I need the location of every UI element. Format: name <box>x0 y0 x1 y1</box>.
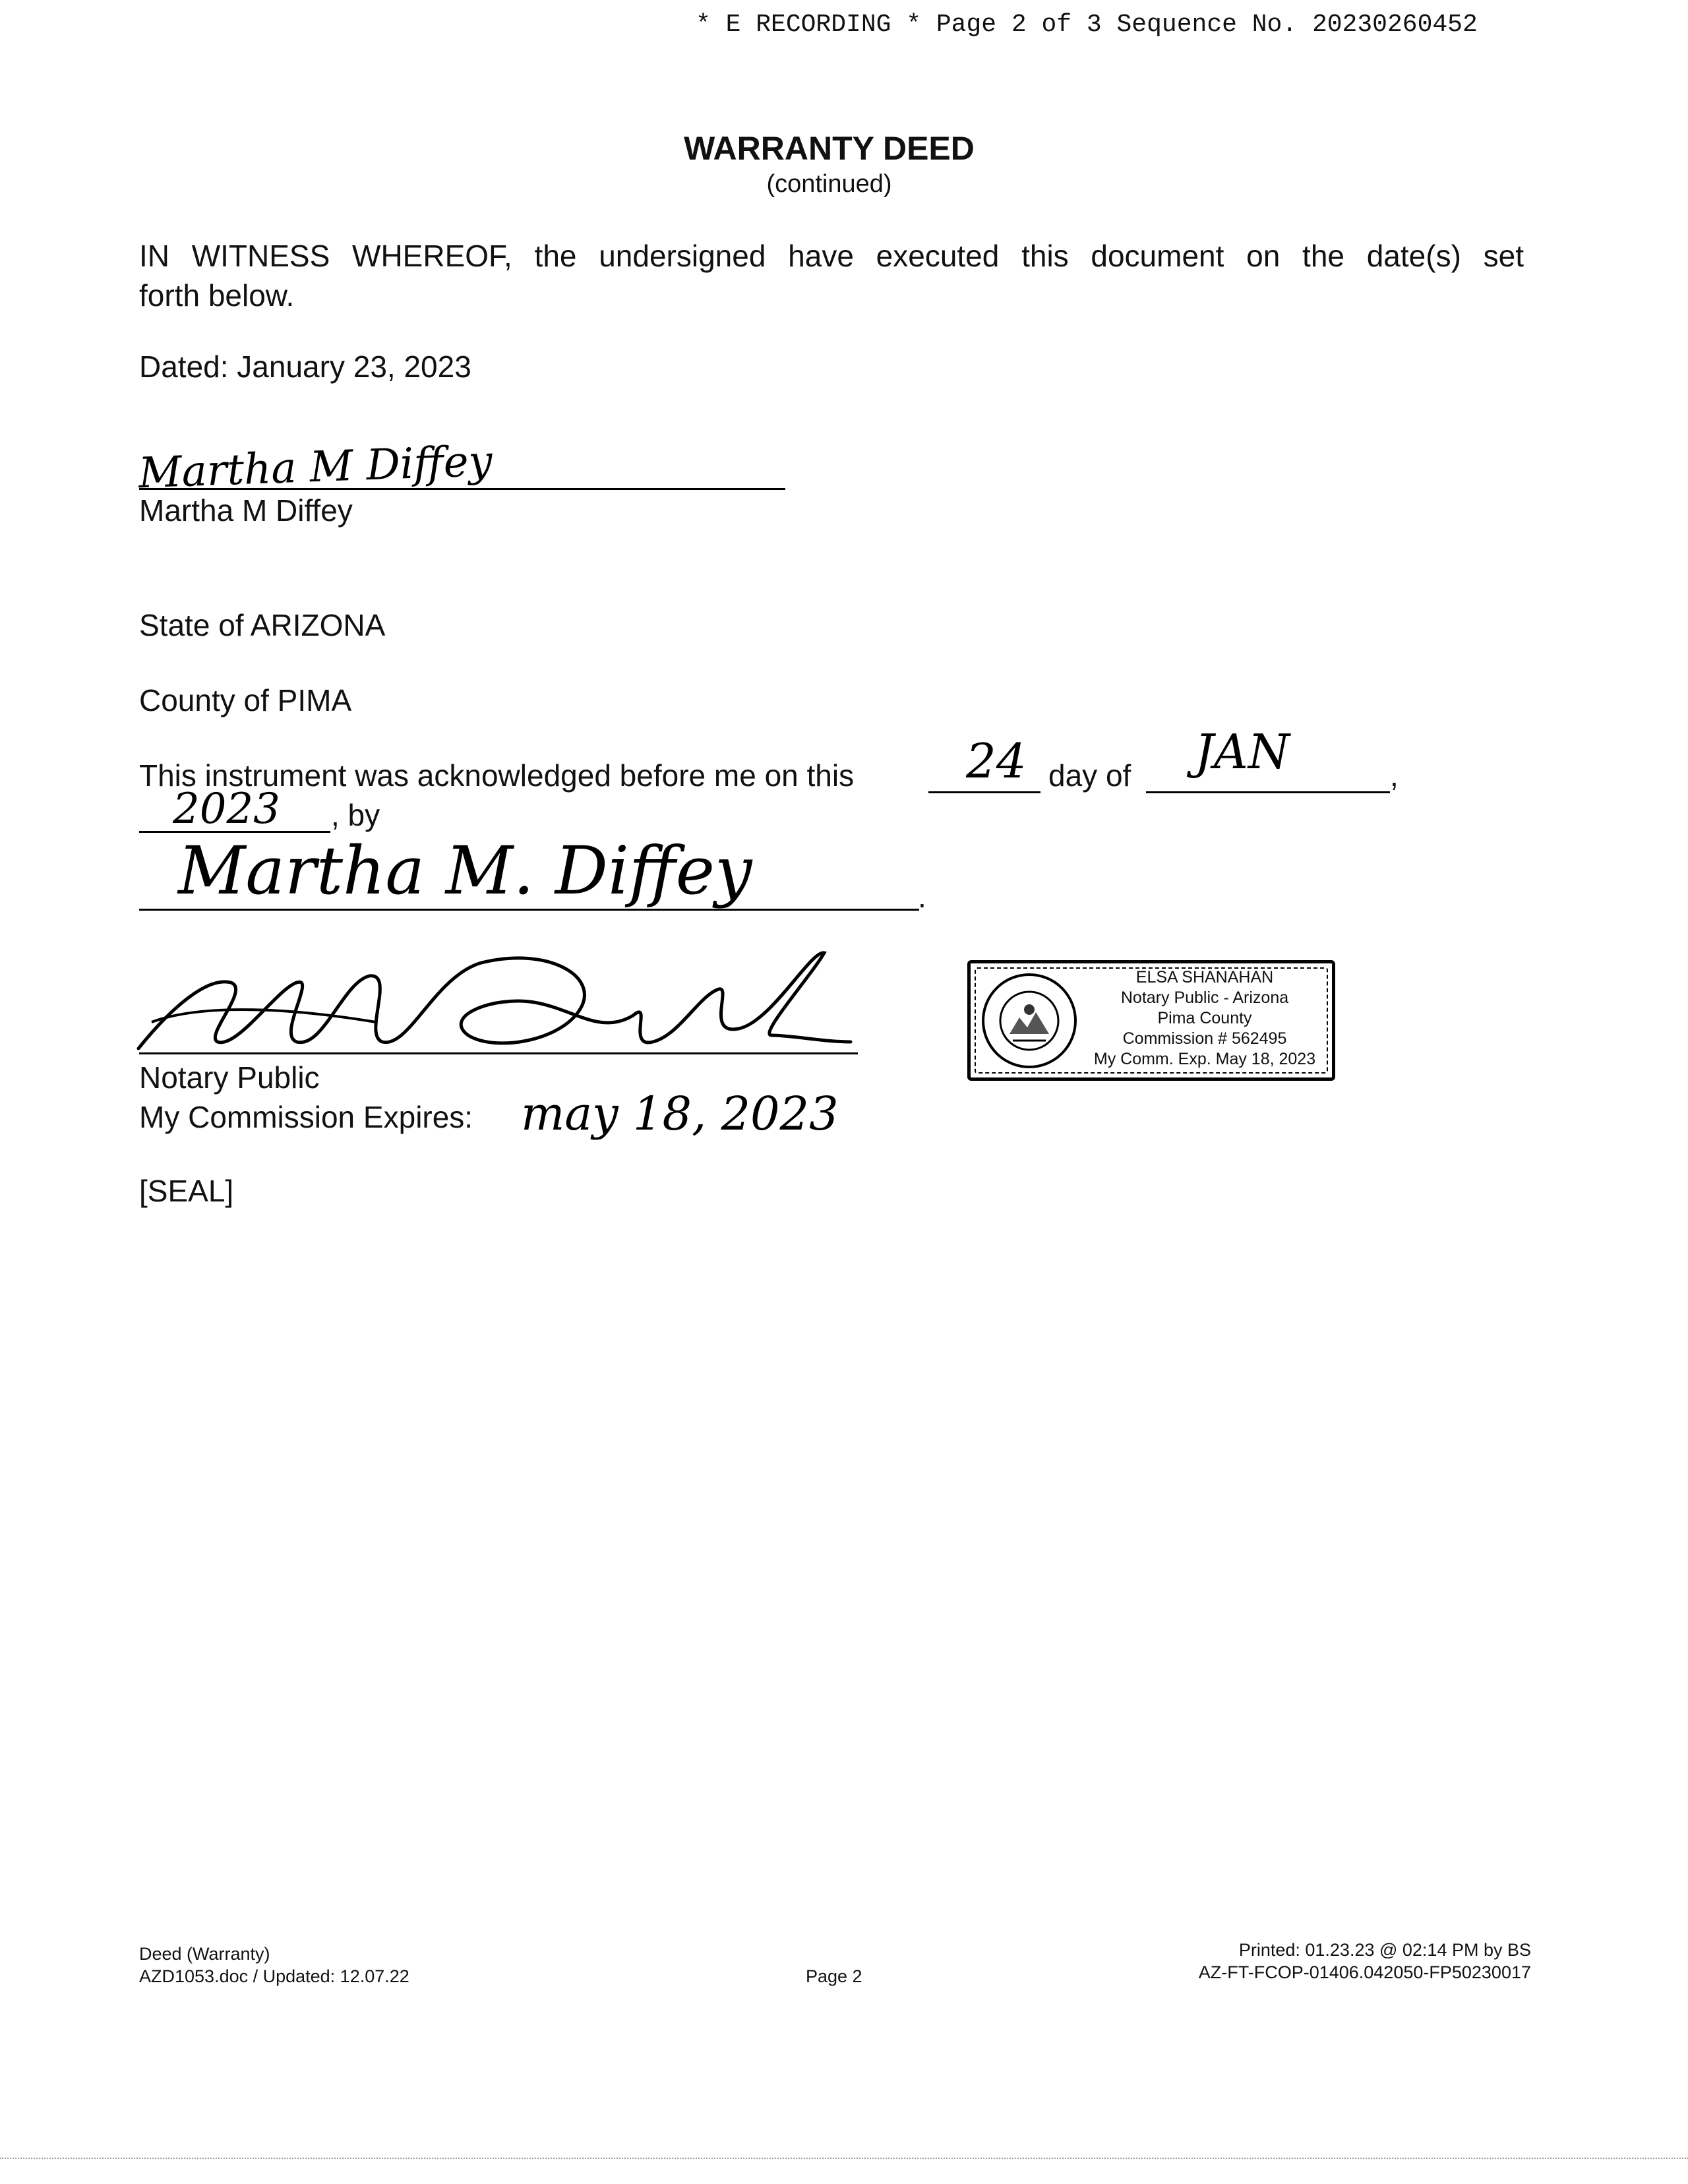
signer-printed-name: Martha M Diffey <box>139 493 353 528</box>
footer-printed: Printed: 01.23.23 @ 02:14 PM by BS <box>1238 1940 1531 1960</box>
witness-line-2: forth below. <box>139 278 295 313</box>
acknowledged-name-handwritten: Martha M. Diffey <box>178 832 752 909</box>
month-handwritten: JAN <box>1195 724 1290 779</box>
commission-expires-handwritten: may 18, 2023 <box>521 1087 839 1141</box>
dated-line: Dated: January 23, 2023 <box>139 349 471 384</box>
witness-line-1: IN WITNESS WHEREOF, the undersigned have executed this document on the date(s) set <box>139 239 1524 273</box>
document-subtitle: (continued) <box>766 170 892 198</box>
venue-county: County of PIMA <box>139 683 352 717</box>
stamp-county: Pima County <box>1157 1009 1252 1027</box>
state-seal-icon <box>980 971 1079 1070</box>
footer-page-number: Page 2 <box>806 1966 862 1986</box>
stamp-name: ELSA SHANAHAN <box>1135 968 1274 986</box>
notary-stamp <box>967 960 1335 1081</box>
day-of-text: day of <box>1048 758 1131 793</box>
document-title: WARRANTY DEED <box>684 130 975 167</box>
day-blank <box>928 791 1040 793</box>
notary-signature-line <box>139 1052 858 1054</box>
footer-file-number: AZ-FT-FCOP-01406.042050-FP50230017 <box>1198 1962 1531 1982</box>
day-handwritten: 24 <box>966 733 1027 789</box>
month-comma: , <box>1390 758 1399 793</box>
recording-header: * E RECORDING * Page 2 of 3 Sequence No. 20230260452 <box>696 11 1478 39</box>
name-period: . <box>918 880 926 914</box>
signer-signature: Martha M Diffey <box>137 437 493 499</box>
commission-label: My Commission Expires: <box>139 1100 473 1134</box>
month-blank <box>1146 791 1390 793</box>
stamp-commission: Commission # 562495 <box>1122 1029 1287 1048</box>
scan-edge-noise <box>0 2158 1688 2159</box>
footer-doc-id: AZD1053.doc / Updated: 12.07.22 <box>139 1966 409 1986</box>
year-handwritten: 2023 <box>173 785 280 834</box>
notary-signature <box>125 936 864 1068</box>
signer-signature-line <box>139 488 785 490</box>
seal-label: [SEAL] <box>139 1174 234 1208</box>
venue-state: State of ARIZONA <box>139 608 386 642</box>
acknowledgment-text: This instrument was acknowledged before me on this <box>139 758 855 793</box>
notary-title: Notary Public <box>139 1060 320 1095</box>
stamp-expires: My Comm. Exp. May 18, 2023 <box>1093 1050 1316 1068</box>
name-blank <box>139 909 919 911</box>
stamp-title: Notary Public - Arizona <box>1120 988 1289 1007</box>
footer-form-name: Deed (Warranty) <box>139 1944 270 1964</box>
by-text: , by <box>331 798 380 832</box>
